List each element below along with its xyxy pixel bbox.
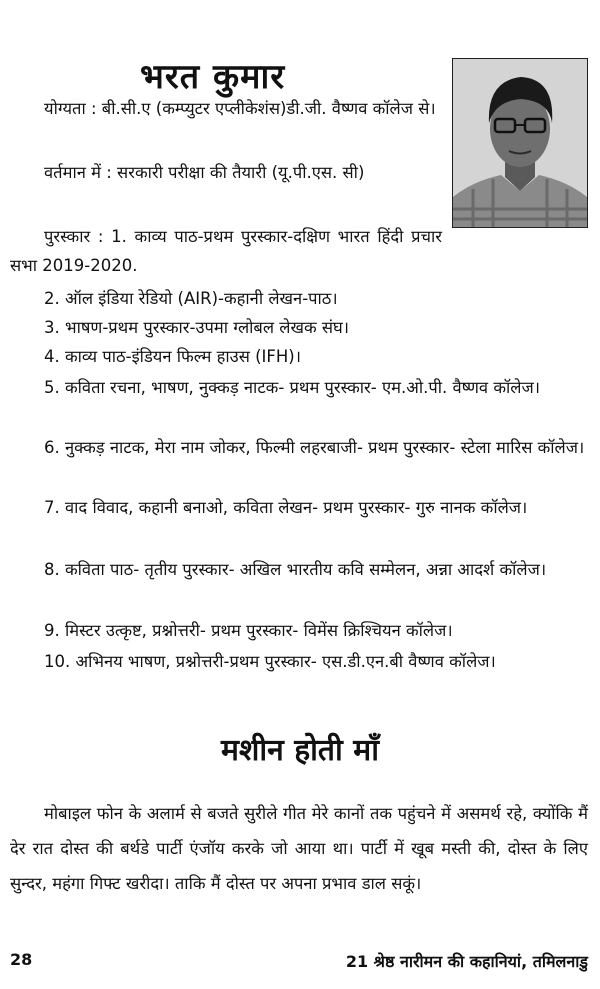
- book-title: 21 श्रेष्ठ नारीमन की कहानियां, तमिलनाडु: [345, 952, 588, 971]
- award-item: 10. अभिनय भाषण, प्रश्नोत्तरी-प्रथम पुरस्कार- एस.डी.एन.बी वैष्णव कॉलेज।: [44, 652, 496, 671]
- award-item: 2. ऑल इंडिया रेडियो (AIR)-कहानी लेखन-पाठ।: [44, 289, 338, 308]
- award-item: 5. कविता रचना, भाषण, नुक्कड़ नाटक- प्रथम पुरस्कार- एम.ओ.पी. वैष्णव कॉलेज।: [44, 378, 540, 397]
- award-item: 4. काव्य पाठ-इंडियन फिल्म हाउस (IFH)।: [44, 347, 301, 366]
- current-status: वर्तमान में : सरकारी परीक्षा की तैयारी (यू.पी.एस. सी): [44, 163, 365, 182]
- author-portrait-icon: [452, 58, 588, 228]
- award-item: 7. वाद विवाद, कहानी बनाओ, कविता लेखन- प्रथम पुरस्कार- गुरु नानक कॉलेज।: [44, 498, 528, 517]
- award-item: 6. नुक्कड़ नाटक, मेरा नाम जोकर, फिल्मी लहरबाजी- प्रथम पुरस्कार- स्टेला मारिस कॉलेज।: [44, 438, 585, 457]
- story-text: मोबाइल फोन के अलार्म से बजते सुरीले गीत मेरे कानों तक पहुंचने में असमर्थ रहे, क्योंकि मैं देर रात दोस्त की बर्थडे पार्टी एंजॉय करके जो आया था। पार्टी में खूब मस्ती की, दोस्त के लिए सुन्दर, महंगा गिफ्ट खरीदा। ताकि मैं दोस्त पर अपना प्रभाव डाल सकूं।: [10, 804, 588, 893]
- award-item: 9. मिस्टर उत्कृष्ट, प्रश्नोत्तरी- प्रथम पुरस्कार- विमेंस क्रिश्चियन कॉलेज।: [44, 621, 453, 640]
- award-item: 8. कविता पाठ- तृतीय पुरस्कार- अखिल भारतीय कवि सम्मेलन, अन्ना आदर्श कॉलेज।: [44, 560, 547, 579]
- award-item: 3. भाषण-प्रथम पुरस्कार-उपमा ग्लोबल लेखक संघ।: [44, 318, 350, 337]
- awards-intro: पुरस्कार : 1. काव्य पाठ-प्रथम पुरस्कार-दक्षिण भारत हिंदी प्रचार सभा 2019-2020.: [10, 227, 442, 275]
- qualification: योग्यता : बी.सी.ए (कम्प्युटर एप्लीकेशंस)डी.जी. वैष्णव कॉलेज से।: [44, 99, 436, 118]
- story-title: मशीन होती माँ: [221, 733, 379, 768]
- page-number: 28: [10, 950, 33, 969]
- author-name: भरत कुमार: [140, 57, 286, 97]
